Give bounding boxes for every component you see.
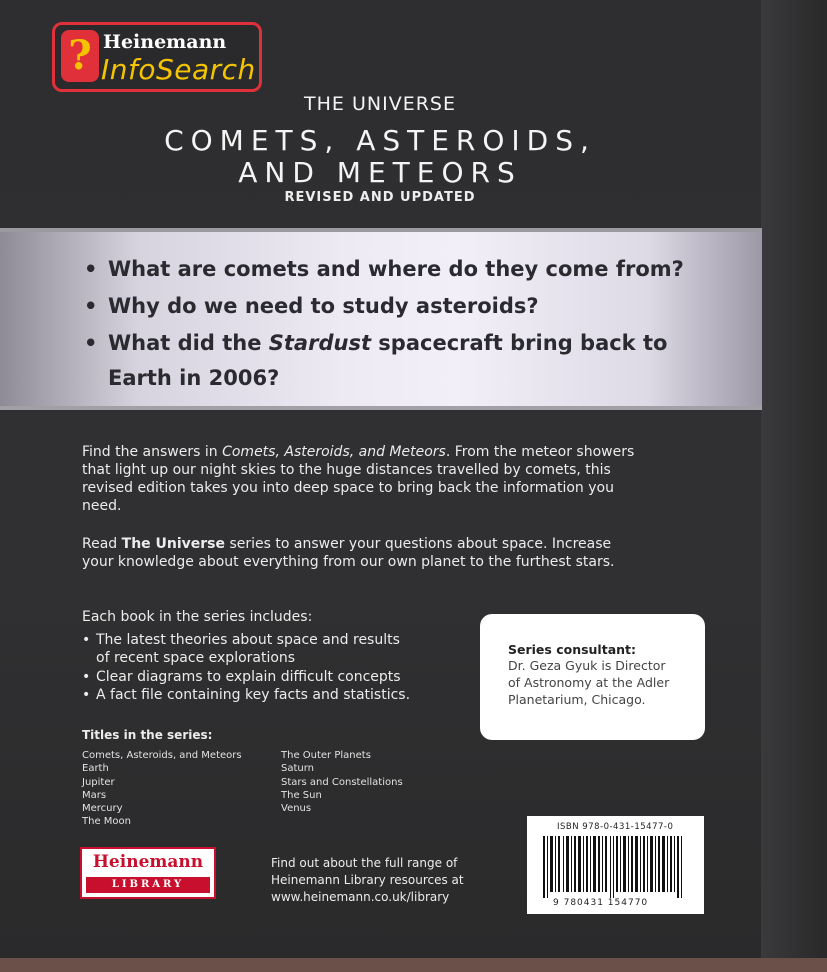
includes-heading: Each book in the series includes: xyxy=(82,609,313,625)
includes-item: • The latest theories about space and results of recent space explorations xyxy=(82,632,400,666)
barcode-number: 9 780431 154770 xyxy=(553,898,649,908)
heinemann-library-logo xyxy=(80,847,216,899)
title-item: Mercury xyxy=(82,803,123,815)
logo-name: Heinemann xyxy=(103,31,227,53)
title-item: Venus xyxy=(281,803,312,815)
isbn-text: ISBN 978-0-431-15477-0 xyxy=(557,822,674,832)
titles-column-2 xyxy=(281,749,403,815)
book-title-line-1: COMETS, ASTEROIDS, xyxy=(164,124,596,157)
infosearch-logo xyxy=(52,22,262,92)
consultant-line: of Astronomy at the Adler xyxy=(508,675,670,690)
description-paragraph: Find the answers in Comets, Asteroids, and Meteors. From the meteor showers that light up our night skies to the huge distances travelled by comets, this revised edition takes you into deep space to bring back the information you need. xyxy=(82,444,635,514)
titles-column-1 xyxy=(82,749,242,829)
title-item: Earth xyxy=(82,763,109,775)
bottom-edge xyxy=(0,958,827,972)
consultant-heading: Series consultant: xyxy=(508,642,637,657)
series-name: THE UNIVERSE xyxy=(304,93,456,115)
includes-item: • A fact file containing key facts and statistics. xyxy=(82,687,411,703)
cover-edge xyxy=(761,0,827,972)
consultant-line: Planetarium, Chicago. xyxy=(508,692,646,707)
title-item: Comets, Asteroids, and Meteors xyxy=(82,750,242,761)
title-item: The Outer Planets xyxy=(281,750,371,761)
titles-heading: Titles in the series: xyxy=(82,728,213,742)
consultant-line: Dr. Geza Gyuk is Director xyxy=(508,658,666,673)
edition-label: REVISED AND UPDATED xyxy=(284,190,476,205)
title-item: Jupiter xyxy=(82,776,115,788)
series-paragraph: Read The Universe series to answer your questions about space. Increase your knowledge about everything from our own planet to the furthest stars. xyxy=(82,536,615,570)
title-item: The Moon xyxy=(82,816,131,828)
barcode-label xyxy=(527,816,704,914)
title-item: The Sun xyxy=(281,789,322,801)
question-2: • Why do we need to study asteroids? xyxy=(84,294,539,318)
series-consultant-box xyxy=(480,614,705,740)
includes-item: • Clear diagrams to explain difficult concepts xyxy=(82,669,401,685)
publisher-imprint: LIBRARY xyxy=(86,877,210,893)
title-item: Mars xyxy=(82,789,107,801)
question-3: • What did the Stardust spacecraft bring back to Earth in 2006? xyxy=(84,331,668,390)
logo-subtitle: InfoSearch xyxy=(101,53,256,86)
book-title-line-2: AND METEORS xyxy=(238,156,522,189)
find-out-text: Find out about the full range of Heinemann Library resources at www.heinemann.co.uk/library xyxy=(271,856,464,904)
barcode-icon xyxy=(537,836,694,898)
title-item: Saturn xyxy=(281,763,315,775)
title-item: Stars and Constellations xyxy=(281,776,403,788)
website-link: www.heinemann.co.uk/library xyxy=(271,890,450,904)
question-1: • What are comets and where do they come from? xyxy=(84,257,684,281)
publisher-name: Heinemann xyxy=(92,852,204,872)
question-mark-icon: ? xyxy=(61,30,99,82)
